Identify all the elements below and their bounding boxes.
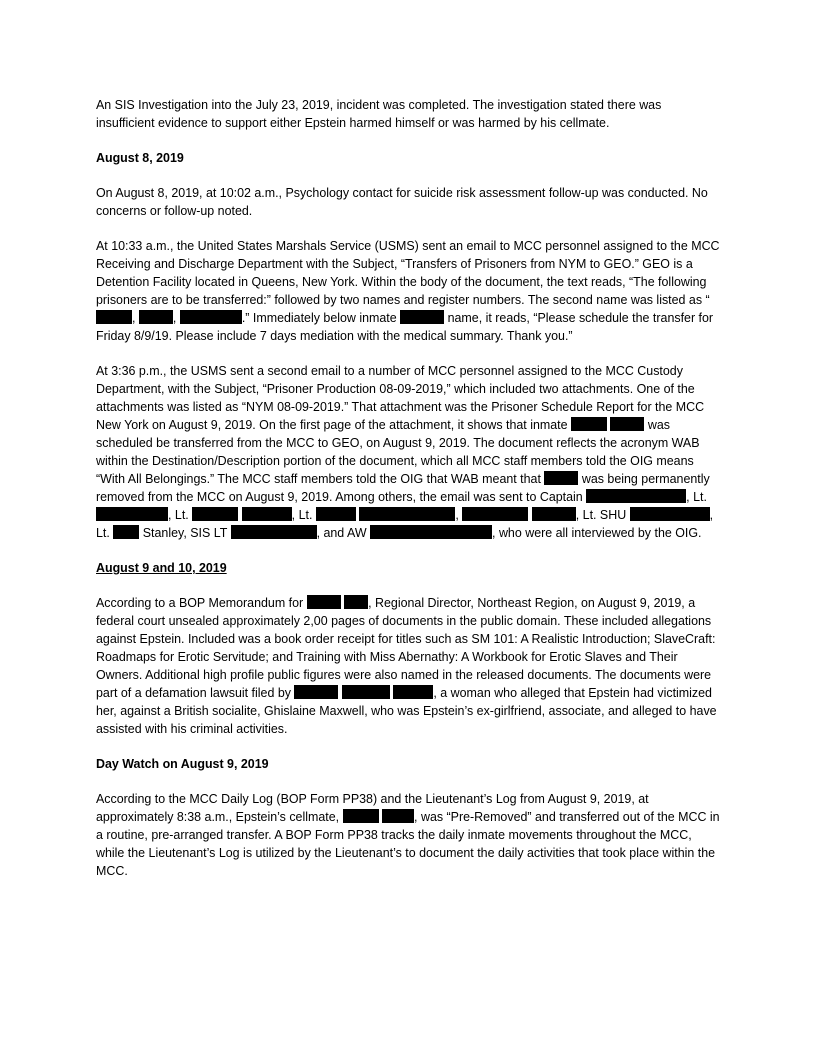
redaction-block: [180, 310, 242, 324]
redaction-block: [393, 685, 433, 699]
redaction-block: [400, 310, 444, 324]
redaction-block: [242, 507, 292, 521]
redaction-block: [382, 809, 414, 823]
redaction-block: [462, 507, 528, 521]
redaction-block: [544, 471, 578, 485]
redaction-block: [316, 507, 356, 521]
heading-day-watch: Day Watch on August 9, 2019: [96, 757, 269, 771]
redaction-block: [571, 417, 607, 431]
redaction-block: [343, 809, 379, 823]
redaction-block: [96, 310, 132, 324]
prisoner-production-paragraph: At 3:36 p.m., the USMS sent a second email to a number of MCC personnel assigned to the MCC Custody Department, with the Subject, “Prisoner Production 08-09-2019,” which included two attachments. One of the attachments was listed as “NYM 08-09-2019.” That attachment was the Prisoner Schedule Report for the MCC New York on August 9, 2019. On the first page of the attachment, it shows that inmate was scheduled be transferred from the MCC to GEO, on August 9, 2019. The document reflects the acronym WAB within the Destination/Description portion of the document, which all MCC staff members told the OIG means “With All Belongings.” The MCC staff members told the OIG that WAB meant that was being permanently removed from the MCC on August 9, 2019. Among others, the email was sent to Captain , Lt. , Lt. , Lt. , , Lt. SHU , Lt. Stanley, SIS LT , and AW , who were all interviewed by the OIG.: [96, 364, 714, 540]
heading-august-8: August 8, 2019: [96, 151, 184, 165]
redaction-block: [586, 489, 686, 503]
redaction-block: [113, 525, 139, 539]
usms-email-paragraph: At 10:33 a.m., the United States Marshals Service (USMS) sent an email to MCC personnel assigned to the MCC Receiving and Discharge Department with the Subject, “Transfers of Prisoners from NYM to GEO.” GEO is a Detention Facility located in Queens, New York. Within the body of the document, the text reads, “The following prisoners are to be transferred:” followed by two names and register numbers. The second name was listed as “, , .” Immediately below inmate name, it reads, “Please schedule the transfer for Friday 8/9/19. Please include 7 days mediation with the medical summary. Thank you.”: [96, 239, 720, 343]
redaction-block: [139, 310, 173, 324]
redaction-block: [630, 507, 710, 521]
psychology-paragraph: On August 8, 2019, at 10:02 a.m., Psychology contact for suicide risk assessment follow-up was conducted. No concerns or follow-up noted.: [96, 186, 708, 218]
redaction-block: [359, 507, 455, 521]
redaction-block: [192, 507, 238, 521]
bop-memorandum-paragraph: According to a BOP Memorandum for , Regional Director, Northeast Region, on August 9, 2019, a federal court unsealed approximately 2,00 pages of documents in the public domain. These included allegations against Epstein. Included was a book order receipt for titles such as SM 101: A Realistic Introduction; SlaveCraft: Roadmaps for Erotic Servitude; and Training with Miss Abernathy: A Workbook for Erotic Slaves and Their Owners. Additional high profile public figures were also named in the released documents. The documents were part of a defamation lawsuit filed by , a woman who alleged that Epstein had victimized her, against a British socialite, Ghislaine Maxwell, who was Epstein’s ex-girlfriend, associate, and alleged to have assisted with his criminal activities.: [96, 596, 717, 736]
redaction-block: [610, 417, 644, 431]
redaction-block: [307, 595, 341, 609]
redaction-block: [342, 685, 390, 699]
sis-investigation-paragraph: An SIS Investigation into the July 23, 2019, incident was completed. The investigation stated there was insufficient evidence to support either Epstein harmed himself or was harmed by his cellmate.: [96, 98, 662, 130]
redaction-block: [96, 507, 168, 521]
redaction-block: [532, 507, 576, 521]
redaction-block: [231, 525, 317, 539]
redaction-block: [344, 595, 368, 609]
daily-log-paragraph: According to the MCC Daily Log (BOP Form PP38) and the Lieutenant’s Log from August 9, 2019, at approximately 8:38 a.m., Epstein’s cellmate, , was “Pre-Removed” and transferred out of the MCC in a routine, pre-arranged transfer. A BOP Form PP38 tracks the daily inmate movements throughout the MCC, while the Lieutenant’s Log is utilized by the Lieutenant’s to document the daily activities that took place within the MCC.: [96, 792, 720, 878]
redaction-block: [294, 685, 338, 699]
redaction-block: [370, 525, 492, 539]
heading-august-9-10: August 9 and 10, 2019: [96, 561, 227, 575]
document-page: [96, 96, 720, 897]
